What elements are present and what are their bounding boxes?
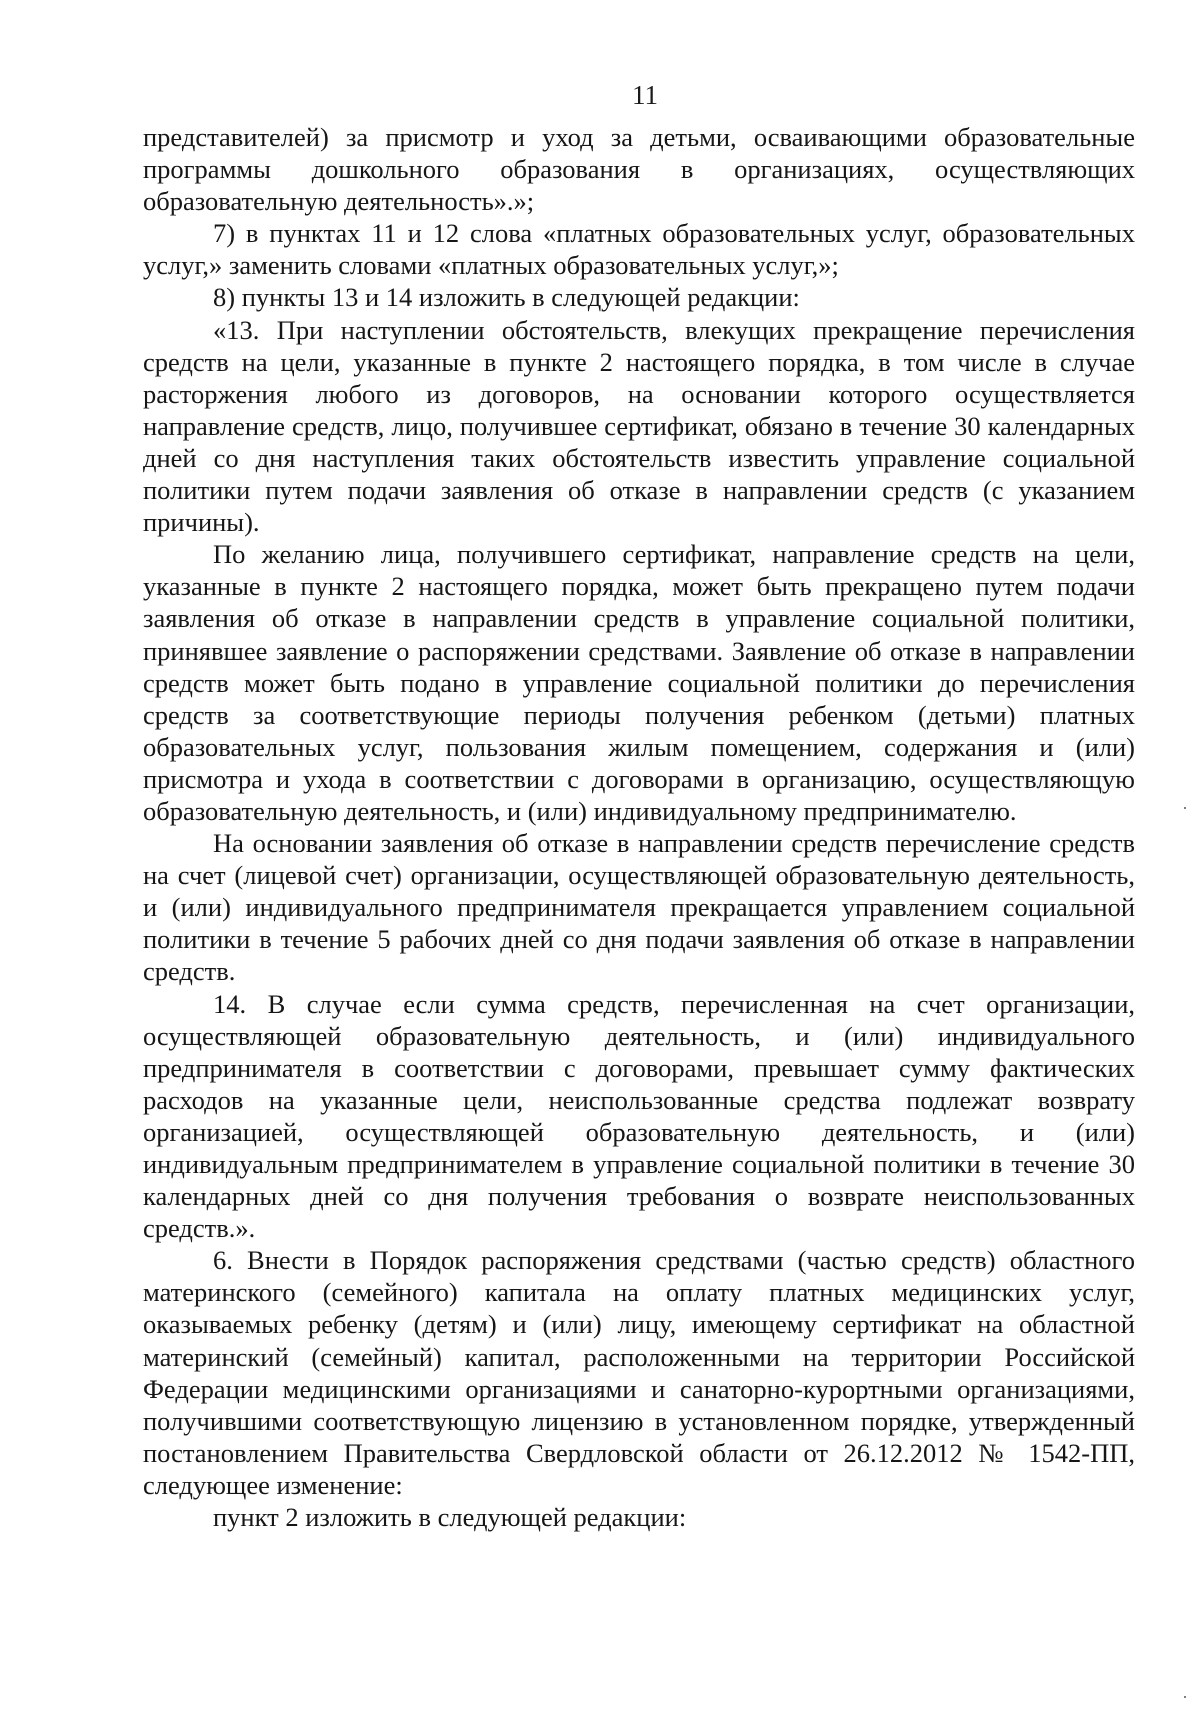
paragraph-item-6: 6. Внести в Порядок распоряжения средствами (частью средств) областного материнского (семейного) капитала на оплату платных медицинских услуг, оказываемых ребенку (детям) и (или) лицу, имеющему сертификат на областной материнский (семейный) капитал, расположенными на территории Российской Федерации медицинскими организациями и санаторно-курортными организациями, получившими соответствующую лицензию в установленном порядке, утвержденный постановлением Правительства Свердловской области от 26.12.2012 № 1542-ПП, следующее изменение: [143,1245,1135,1500]
paragraph-point-2-intro: пункт 2 изложить в следующей редакции: [213,1502,687,1533]
scan-speck [1184,807,1186,809]
document-body [143,121,1135,1533]
page-number: 11 [632,80,658,110]
paragraph-point-13-third: На основании заявления об отказе в направлении средств перечисление средств на счет (лицевой счет) организации, осуществляющей образовательную деятельность, и (или) индивидуального предпринимателя прекращается управлением социальной политики в течение 5 рабочих дней со дня подачи заявления об отказе в направлении средств. [143,828,1135,987]
paragraph-item-7: 7) в пунктах 11 и 12 слова «платных образовательных услуг, образовательных услуг,» заменить словами «платных образовательных услуг,»; [143,218,1135,281]
paragraph-point-14: 14. В случае если сумма средств, перечисленная на счет организации, осуществляющей образовательную деятельность, и (или) индивидуального предпринимателя в соответствии с договорами, превышает сумму фактических расходов на указанные цели, неиспользованные средства подлежат возврату организацией, осуществляющей образовательную деятельность, и (или) индивидуальным предпринимателем в управление социальной политики в течение 30 календарных дней со дня получения требования о возврате неиспользованных средств.». [143,988,1135,1244]
paragraph-item-8: 8) пункты 13 и 14 изложить в следующей редакции: [213,282,800,313]
paragraph-continuation: представителей) за присмотр и уход за детьми, осваивающими образовательные программы дошкольного образования в организациях, осуществляющих образовательную деятельность».»; [143,122,1135,217]
paragraph-point-13: «13. При наступлении обстоятельств, влекущих прекращение перечисления средств на цели, указанные в пункте 2 настоящего порядка, в том числе в случае расторжения любого из договоров, на основании которого осуществляется направление средств, лицо, получившее сертификат, обязано в течение 30 календарных дней со дня наступления таких обстоятельств известить управление социальной политики путем подачи заявления об отказе в направлении средств (с указанием причины). [143,314,1135,538]
scan-speck [1184,1696,1186,1698]
paragraph-point-13-second: По желанию лица, получившего сертификат, направление средств на цели, указанные в пункте 2 настоящего порядка, может быть прекращено путем подачи заявления об отказе в направлении средств в управление социальной политики, принявшее заявление о распоряжении средствами. Заявление об отказе в направлении средств может быть подано в управление социальной политики до перечисления средств за соответствующие периоды получения ребенком (детьми) платных образовательных услуг, пользования жилым помещением, содержания и (или) присмотра и ухода в соответствии с договорами в организацию, осуществляющую образовательную деятельность, и (или) индивидуальному предпринимателю. [143,539,1135,826]
